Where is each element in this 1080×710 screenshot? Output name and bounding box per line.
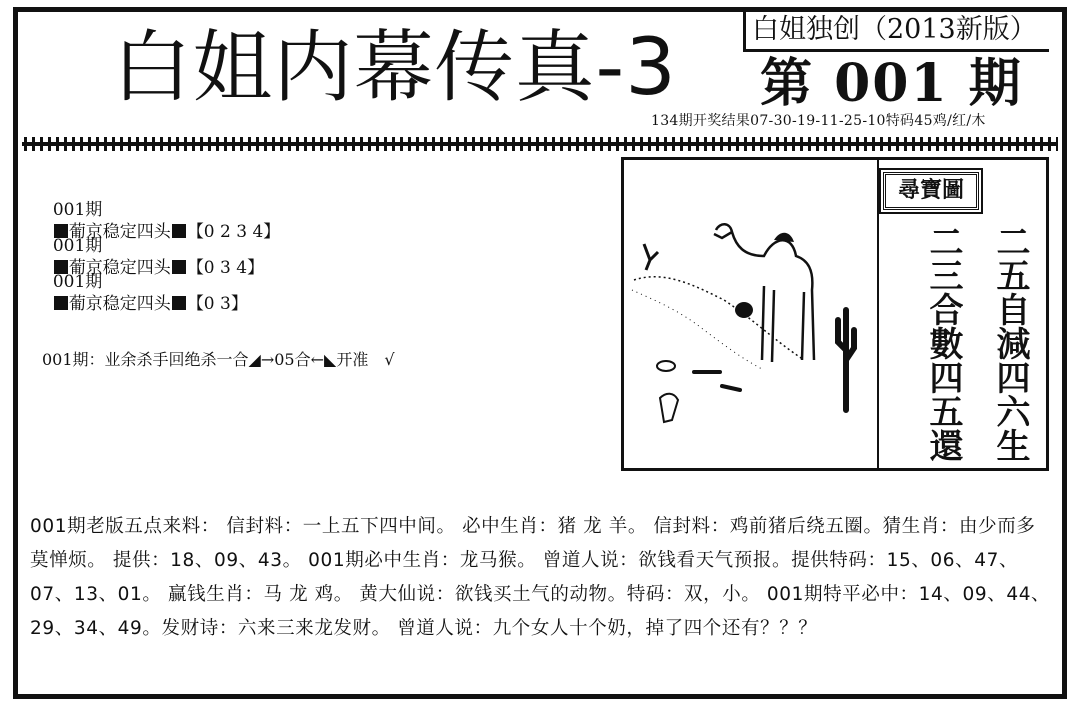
divider-tick — [672, 137, 675, 151]
divider-tick — [712, 137, 715, 151]
divider-tick — [944, 137, 947, 151]
divider-tick — [1016, 137, 1019, 151]
divider-tick — [328, 137, 331, 151]
divider-tick — [656, 137, 659, 151]
divider-tick — [512, 137, 515, 151]
divider-tick — [96, 137, 99, 151]
divider-tick — [1024, 137, 1027, 151]
black-square-icon — [172, 296, 186, 310]
divider-tick — [568, 137, 571, 151]
divider-tick — [728, 137, 731, 151]
divider-tick — [784, 137, 787, 151]
divider-tick — [72, 137, 75, 151]
divider-tick — [304, 137, 307, 151]
divider-tick — [1040, 137, 1043, 151]
divider-tick — [80, 137, 83, 151]
poem-right-column: 二五自減四六生 — [990, 224, 1030, 462]
divider-tick — [56, 137, 59, 151]
divider-tick — [576, 137, 579, 151]
divider-tick — [240, 137, 243, 151]
divider-tick — [736, 137, 739, 151]
divider-tick — [1056, 137, 1058, 151]
divider-tick — [520, 137, 523, 151]
divider-tick — [128, 137, 131, 151]
divider-tick — [296, 137, 299, 151]
divider-tick — [624, 137, 627, 151]
divider-tick — [152, 137, 155, 151]
divider-rule — [22, 136, 1058, 152]
divider-tick — [640, 137, 643, 151]
divider-tick — [856, 137, 859, 151]
divider-tick — [232, 137, 235, 151]
divider-tick — [24, 137, 27, 151]
forecast-issue: 001期 — [52, 236, 103, 256]
treasure-map-title: 尋寶圖 — [883, 172, 979, 210]
divider-tick — [680, 137, 683, 151]
forecast-numbers: 【0 3】 — [186, 294, 248, 314]
divider-tick — [176, 137, 179, 151]
divider-tick — [408, 137, 411, 151]
divider-tick — [200, 137, 203, 151]
divider-tick — [440, 137, 443, 151]
divider-tick — [920, 137, 923, 151]
divider-tick — [472, 137, 475, 151]
divider-tick — [224, 137, 227, 151]
forecast-label: 葡京稳定四头 — [68, 222, 171, 242]
divider-tick — [592, 137, 595, 151]
divider-tick — [776, 137, 779, 151]
divider-tick — [832, 137, 835, 151]
divider-tick — [320, 137, 323, 151]
divider-tick — [752, 137, 755, 151]
divider-tick — [840, 137, 843, 151]
divider-tick — [360, 137, 363, 151]
divider-tick — [928, 137, 931, 151]
divider-tick — [456, 137, 459, 151]
divider-tick — [280, 137, 283, 151]
divider-tick — [400, 137, 403, 151]
divider-tick — [312, 137, 315, 151]
divider-tick — [504, 137, 507, 151]
divider-tick — [968, 137, 971, 151]
divider-tick — [664, 137, 667, 151]
divider-tick — [872, 137, 875, 151]
divider-tick — [904, 137, 907, 151]
divider-tick — [40, 137, 43, 151]
divider-tick — [192, 137, 195, 151]
divider-tick — [112, 137, 115, 151]
divider-tick — [248, 137, 251, 151]
desert-camel-illustration — [624, 160, 876, 468]
divider-tick — [864, 137, 867, 151]
divider-tick — [160, 137, 163, 151]
divider-tick — [344, 137, 347, 151]
divider-tick — [888, 137, 891, 151]
divider-tick — [384, 137, 387, 151]
divider-tick — [1048, 137, 1051, 151]
forecast-numbers: 【0 3 4】 — [186, 258, 265, 278]
divider-tick — [1008, 137, 1011, 151]
divider-tick — [760, 137, 763, 151]
divider-tick — [952, 137, 955, 151]
divider-tick — [960, 137, 963, 151]
divider-tick — [32, 137, 35, 151]
divider-tick — [688, 137, 691, 151]
divider-tick — [480, 137, 483, 151]
divider-tick — [272, 137, 275, 151]
divider-tick — [768, 137, 771, 151]
divider-tick — [536, 137, 539, 151]
divider-tick — [608, 137, 611, 151]
divider-tick — [632, 137, 635, 151]
divider-tick — [816, 137, 819, 151]
divider-tick — [616, 137, 619, 151]
forecast-line-3 — [42, 249, 248, 315]
divider-tick — [144, 137, 147, 151]
divider-tick — [216, 137, 219, 151]
divider-tick — [416, 137, 419, 151]
divider-tick — [488, 137, 491, 151]
edition-tag: 白姐独创（2013新版） — [743, 12, 1049, 52]
divider-tick — [544, 137, 547, 151]
divider-tick — [120, 137, 123, 151]
forecast-issue: 001期 — [52, 272, 103, 292]
divider-tick — [528, 137, 531, 151]
divider-tick — [936, 137, 939, 151]
divider-tick — [984, 137, 987, 151]
black-square-icon — [54, 296, 68, 310]
divider-tick — [48, 137, 51, 151]
divider-tick — [88, 137, 91, 151]
divider-tick — [584, 137, 587, 151]
divider-tick — [648, 137, 651, 151]
divider-tick — [1000, 137, 1003, 151]
divider-tick — [704, 137, 707, 151]
divider-tick — [912, 137, 915, 151]
divider-tick — [720, 137, 723, 151]
divider-tick — [880, 137, 883, 151]
divider-tick — [104, 137, 107, 151]
divider-tick — [600, 137, 603, 151]
divider-tick — [848, 137, 851, 151]
draw-result: 134期开奖结果07-30-19-11-25-10特码45鸡/红/木 — [651, 113, 986, 129]
divider-tick — [992, 137, 995, 151]
divider-tick — [976, 137, 979, 151]
divider-tick — [560, 137, 563, 151]
slogan-line: 001期：业余杀手回绝杀一合◢→05合←◣开准 √ — [42, 350, 395, 369]
divider-tick — [792, 137, 795, 151]
divider-tick — [368, 137, 371, 151]
divider-tick — [264, 137, 267, 151]
divider-tick — [256, 137, 259, 151]
divider-tick — [336, 137, 339, 151]
hint-paragraph: 001期老版五点来料： 信封料：一上五下四中间。 必中生肖：猪 龙 羊。 信封料：鸡前猪后绕五圈。猜生肖：由少而多莫惮烦。 提供：18、09、43。 001期必中生肖：龙马猴。 曾道人说：欲钱看天气预报。提供特码：15、06、47、07、13、01。 赢钱生肖：马 龙 鸡。 黄大仙说：欲钱买土气的动物。特码：双，小。 001期特平必中：14、09、44、29、34、49。发财诗：六来三来龙发财。 曾道人说：九个女人十个奶，掉了四个还有？？？ — [30, 516, 1051, 639]
divider-tick — [376, 137, 379, 151]
divider-tick — [352, 137, 355, 151]
treasure-picture-panel — [621, 157, 1049, 471]
divider-tick — [288, 137, 291, 151]
divider-tick — [432, 137, 435, 151]
divider-tick — [696, 137, 699, 151]
main-title: 白姐内幕传真-3 — [112, 23, 677, 113]
divider-tick — [208, 137, 211, 151]
divider-tick — [896, 137, 899, 151]
divider-tick — [136, 137, 139, 151]
divider-tick — [496, 137, 499, 151]
forecast-issue: 001期 — [52, 200, 103, 220]
divider-tick — [744, 137, 747, 151]
forecast-label: 葡京稳定四头 — [68, 258, 171, 278]
divider-tick — [168, 137, 171, 151]
divider-tick — [824, 137, 827, 151]
divider-tick — [1032, 137, 1035, 151]
divider-tick — [552, 137, 555, 151]
divider-tick — [64, 137, 67, 151]
forecast-label: 葡京稳定四头 — [68, 294, 171, 314]
divider-tick — [464, 137, 467, 151]
forecast-numbers: 【0 2 3 4】 — [186, 222, 281, 242]
divider-tick — [424, 137, 427, 151]
divider-tick — [448, 137, 451, 151]
issue-number: 第 001 期 — [760, 53, 1023, 114]
panel-separator — [877, 160, 879, 468]
divider-tick — [800, 137, 803, 151]
divider-tick — [392, 137, 395, 151]
divider-tick — [184, 137, 187, 151]
poem-left-column: 二三合數四五還 — [923, 224, 963, 462]
divider-tick — [808, 137, 811, 151]
